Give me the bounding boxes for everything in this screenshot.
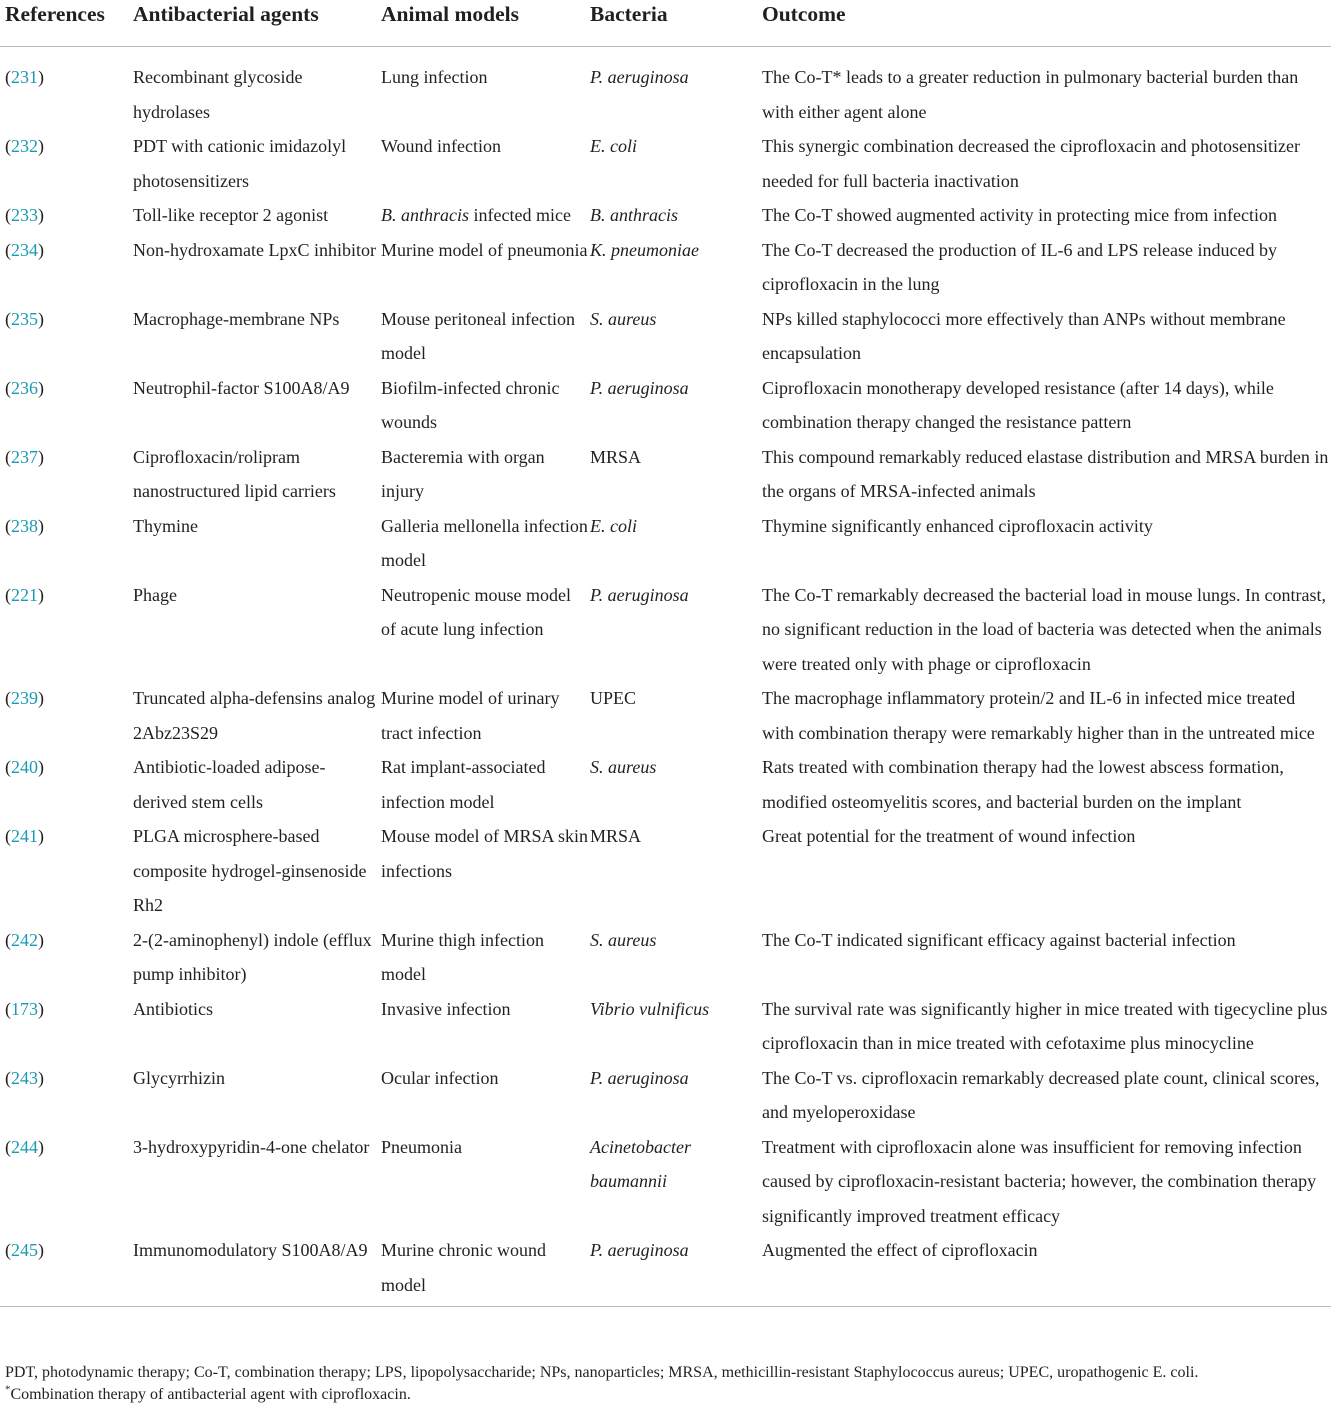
outcome-cell: Thymine significantly enhanced ciprofloxacin activity [762, 515, 1153, 536]
table-row [0, 819, 1331, 923]
agent-cell: Antibiotics [133, 998, 213, 1019]
reference-cell: (221) [5, 584, 44, 605]
reference-link[interactable]: 241 [11, 826, 38, 846]
table-row [0, 1130, 1331, 1234]
footnote-text: Combination therapy of antibacterial agent with ciprofloxacin. [10, 1386, 411, 1403]
animal-model-cell: Rat implant-associated infection model [381, 757, 546, 812]
reference-cell: (240) [5, 757, 44, 777]
animal-model-cell: Mouse peritoneal infection model [381, 308, 575, 363]
reference-link[interactable]: 242 [11, 929, 38, 950]
animal-model-cell: Biofilm-infected chronic wounds [381, 377, 560, 432]
outcome-cell: This synergic combination decreased the ciprofloxacin and photosensitizer needed for full bacteria inactivation [762, 136, 1300, 191]
table-row [0, 750, 1331, 819]
animal-model-text: infected mice [469, 205, 571, 225]
footnote-combination [5, 1384, 1325, 1406]
animal-model-cell: Murine model of urinary tract infection [381, 688, 560, 743]
animal-model-cell: Murine model of pneumonia [381, 239, 588, 260]
header-references: References [0, 0, 133, 47]
agent-cell: 3-hydroxypyridin-4-one chelator [133, 1136, 370, 1157]
table-row [0, 681, 1331, 750]
animal-model-cell: Invasive infection [381, 998, 511, 1019]
reference-cell: (236) [5, 377, 44, 398]
agent-cell: Non-hydroxamate LpxC inhibitor [133, 239, 376, 260]
animal-model-species: B. anthracis [381, 205, 469, 225]
header-bacteria: Bacteria [590, 0, 762, 47]
bacteria-cell: MRSA [590, 446, 642, 467]
header-outcome: Outcome [762, 0, 1331, 47]
table-row [0, 1061, 1331, 1130]
outcome-cell: Rats treated with combination therapy had the lowest abscess formation, modified osteomyelitis scores, and bacterial burden on the implant [762, 757, 1284, 812]
animal-model-cell: Pneumonia [381, 1136, 462, 1157]
bacteria-cell: MRSA [590, 826, 642, 846]
bacteria-cell: UPEC [590, 688, 637, 708]
bacteria-cell: E. coli [590, 515, 637, 536]
outcome-cell: Ciprofloxacin monotherapy developed resistance (after 14 days), while combination therapy changed the resistance pattern [762, 377, 1274, 432]
table-row [0, 302, 1331, 371]
reference-link[interactable]: 173 [11, 998, 38, 1019]
header-animal-models: Animal models [377, 0, 590, 47]
outcome-cell: Great potential for the treatment of wound infection [762, 826, 1136, 846]
reference-cell: (238) [5, 515, 44, 536]
agent-cell: Neutrophil-factor S100A8/A9 [133, 377, 350, 398]
animal-model-cell: Murine thigh infection model [381, 929, 544, 984]
reference-cell: (232) [5, 136, 44, 156]
reference-cell: (245) [0, 1233, 133, 1307]
reference-link[interactable]: 240 [11, 757, 38, 777]
outcome-cell: The Co-T showed augmented activity in protecting mice from infection [762, 205, 1278, 225]
reference-cell: (241) [5, 826, 44, 846]
bacteria-cell: P. aeruginosa [590, 1233, 762, 1307]
table-row [0, 371, 1331, 440]
bacteria-cell: S. aureus [590, 757, 657, 777]
agent-cell: Thymine [133, 515, 198, 536]
animal-model-cell: Galleria mellonella infection model [381, 515, 588, 570]
reference-cell: (234) [5, 239, 44, 260]
reference-cell: (242) [5, 929, 44, 950]
bacteria-cell: P. aeruginosa [590, 377, 689, 398]
table-body [0, 47, 1331, 1307]
agent-cell: Antibiotic-loaded adipose-derived stem cells [133, 757, 326, 812]
animal-model-cell: Bacteremia with organ injury [381, 446, 545, 501]
agent-cell: Toll-like receptor 2 agonist [133, 205, 329, 225]
bacteria-cell: P. aeruginosa [590, 67, 689, 87]
agent-cell: Glycyrrhizin [133, 1067, 225, 1088]
reference-cell: (243) [5, 1067, 44, 1088]
reference-cell: (239) [5, 688, 44, 708]
reference-link[interactable]: 244 [11, 1136, 38, 1157]
bacteria-cell: Vibrio vulnificus [590, 998, 710, 1019]
agent-cell: Recombinant glycoside hydrolases [133, 67, 303, 122]
reference-link[interactable]: 232 [11, 136, 38, 156]
table-row [0, 198, 1331, 233]
footnote-abbreviations: PDT, photodynamic therapy; Co-T, combination therapy; LPS, lipopolysaccharide; NPs, nanoparticles; MRSA, methicillin-resistant Staphylococcus aureus; UPEC, uropathogenic E. coli. [5, 1364, 1199, 1381]
bacteria-cell: Acinetobacter baumannii [590, 1136, 691, 1191]
table-row [0, 1233, 1331, 1307]
bacteria-cell: P. aeruginosa [590, 1067, 689, 1088]
bacteria-cell: B. anthracis [590, 205, 678, 225]
outcome-cell: This compound remarkably reduced elastase distribution and MRSA burden in the organs of MRSA-infected animals [762, 446, 1329, 501]
animal-model-cell [377, 198, 590, 233]
table-row [0, 509, 1331, 578]
outcome-cell: Augmented the effect of ciprofloxacin [762, 1233, 1331, 1307]
reference-cell: (244) [5, 1136, 44, 1157]
bacteria-cell: S. aureus [590, 929, 657, 950]
animal-model-cell: Mouse model of MRSA skin infections [381, 826, 589, 881]
outcome-cell: The Co-T vs. ciprofloxacin remarkably decreased plate count, clinical scores, and myeloperoxidase [762, 1067, 1320, 1122]
outcome-cell: The Co-T remarkably decreased the bacterial load in mouse lungs. In contrast, no significant reduction in the load of bacteria was detected when the animals were treated only with phage or ciprofloxacin [762, 584, 1326, 674]
reference-link[interactable]: 234 [11, 239, 38, 260]
outcome-cell: The macrophage inflammatory protein/2 and IL-6 in infected mice treated with combination therapy were remarkably higher than in the untreated mice [762, 688, 1315, 743]
footnote-marker: * [5, 1383, 11, 1396]
outcome-cell: Treatment with ciprofloxacin alone was insufficient for removing infection caused by ciprofloxacin-resistant bacteria; however, the combination therapy significantly improved treatment efficacy [762, 1136, 1317, 1226]
reference-link[interactable]: 233 [11, 205, 38, 225]
outcome-cell: The Co-T decreased the production of IL-6 and LPS release induced by ciprofloxacin in the lung [762, 239, 1277, 294]
agent-cell: Phage [133, 584, 177, 605]
reference-link[interactable]: 235 [11, 308, 38, 329]
reference-cell: (235) [5, 308, 44, 329]
agent-cell: Truncated alpha-defensins analog 2Abz23S29 [133, 688, 376, 743]
reference-link[interactable]: 231 [11, 67, 38, 87]
bacteria-cell: P. aeruginosa [590, 584, 689, 605]
reference-cell: (233) [5, 205, 44, 225]
table-row [0, 992, 1331, 1061]
table-row [0, 578, 1331, 682]
animal-model-cell: Neutropenic mouse model of acute lung infection [381, 584, 571, 639]
agent-cell: Immunomodulatory S100A8/A9 [133, 1233, 377, 1307]
outcome-cell: NPs killed staphylococci more effectively than ANPs without membrane encapsulation [762, 308, 1286, 363]
header-row [0, 0, 1331, 47]
bacteria-cell: S. aureus [590, 308, 657, 329]
agent-cell: Macrophage-membrane NPs [133, 308, 340, 329]
reference-link[interactable]: 239 [11, 688, 38, 708]
outcome-cell: The Co-T indicated significant efficacy against bacterial infection [762, 929, 1236, 950]
agent-cell: 2-(2-aminophenyl) indole (efflux pump inhibitor) [133, 929, 372, 984]
reference-link[interactable]: 237 [11, 446, 38, 467]
outcome-cell: The survival rate was significantly higher in mice treated with tigecycline plus ciprofloxacin than in mice treated with cefotaxime plus minocycline [762, 998, 1328, 1053]
animal-model-cell: Lung infection [381, 67, 488, 87]
reference-link[interactable]: 238 [11, 515, 38, 536]
header-antibacterial-agents: Antibacterial agents [133, 0, 377, 47]
animal-model-cell: Wound infection [381, 136, 502, 156]
reference-link[interactable]: 245 [11, 1240, 38, 1260]
reference-link[interactable]: 236 [11, 377, 38, 398]
reference-link[interactable]: 221 [11, 584, 38, 605]
outcome-cell: The Co-T* leads to a greater reduction in pulmonary bacterial burden than with either agent alone [762, 67, 1299, 122]
reference-link[interactable]: 243 [11, 1067, 38, 1088]
table-row [0, 923, 1331, 992]
animal-model-cell: Murine chronic wound model [377, 1233, 590, 1307]
reference-cell: (173) [5, 998, 44, 1019]
reference-cell: (231) [5, 67, 44, 87]
agent-cell: Ciprofloxacin/rolipram nanostructured lipid carriers [133, 446, 336, 501]
table-footnotes [5, 1362, 1325, 1406]
table-row [0, 47, 1331, 130]
bacteria-cell: K. pneumoniae [590, 239, 699, 260]
table-row [0, 233, 1331, 302]
table-row [0, 129, 1331, 198]
agent-cell: PLGA microsphere-based composite hydrogel-ginsenoside Rh2 [133, 826, 367, 915]
table-row [0, 440, 1331, 509]
agent-cell: PDT with cationic imidazolyl photosensitizers [133, 136, 347, 191]
reference-cell: (237) [5, 446, 44, 467]
bacteria-cell: E. coli [590, 136, 637, 156]
animal-model-cell: Ocular infection [381, 1067, 499, 1088]
